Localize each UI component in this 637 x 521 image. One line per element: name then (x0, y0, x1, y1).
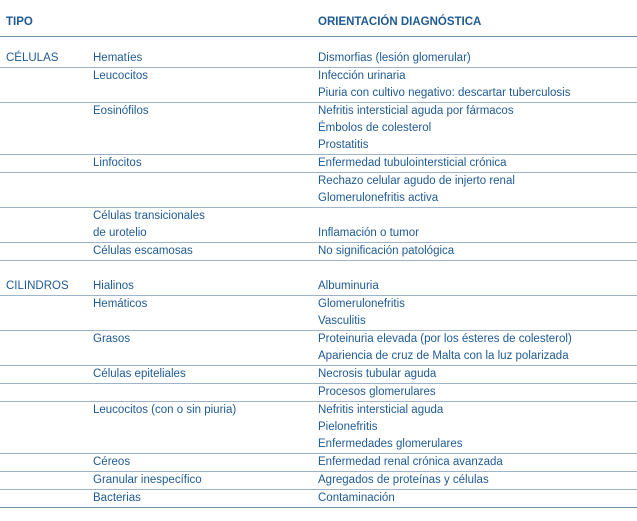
row-line (0, 155, 637, 172)
cell-orientacion: Apariencia de cruz de Malta con la luz polarizada (318, 350, 569, 362)
header-tipo: TIPO (6, 16, 33, 28)
table-row (0, 172, 637, 207)
cell-orientacion: Enfermedad tubulointersticial crónica (318, 157, 507, 169)
cell-subtipo: Hemáticos (93, 298, 148, 310)
table-row (0, 67, 637, 102)
cell-orientacion: Glomerulonefritis (318, 298, 405, 310)
row-line (0, 85, 637, 102)
row-line (0, 331, 637, 348)
cell-subtipo: Hematíes (93, 52, 143, 64)
row-line (0, 436, 637, 453)
cell-subtipo: Linfocitos (93, 157, 142, 169)
table-row (0, 383, 637, 401)
cell-subtipo: Células transicionales (93, 210, 205, 222)
row-line (0, 313, 637, 330)
cell-subtipo: Células epiteliales (93, 368, 186, 380)
cell-orientacion: Enfermedades glomerulares (318, 438, 463, 450)
cell-subtipo: Céreos (93, 456, 131, 468)
row-line (0, 103, 637, 120)
cell-orientacion: Nefritis intersticial aguda por fármacos (318, 105, 514, 117)
table-row (0, 154, 637, 172)
row-line (0, 208, 637, 225)
cell-orientacion: Vasculitis (318, 315, 366, 327)
table-header (0, 0, 637, 37)
table-row (0, 278, 637, 295)
row-line (0, 225, 637, 242)
row-line (0, 419, 637, 436)
cell-subtipo: Grasos (93, 333, 131, 345)
cell-orientacion: Glomerulonefritis activa (318, 192, 439, 204)
row-line (0, 120, 637, 137)
table-row (0, 330, 637, 365)
cell-orientacion: Agregados de proteínas y células (318, 474, 489, 486)
table-row (0, 242, 637, 260)
cell-orientacion: No significación patológica (318, 245, 455, 257)
row-line (0, 243, 637, 260)
row-line (0, 50, 637, 67)
row-gap (0, 37, 637, 50)
cell-orientacion: Inflamación o tumor (318, 227, 419, 239)
row-line (0, 348, 637, 365)
cell-orientacion: Prostatitis (318, 139, 369, 151)
cell-orientacion: Piuria con cultivo negativo: descartar tuberculosis (318, 87, 571, 99)
cell-orientacion: Pielonefritis (318, 421, 378, 433)
cell-orientacion: Necrosis tubular aguda (318, 368, 437, 380)
row-line (0, 454, 637, 471)
cell-orientacion: Albuminuria (318, 280, 379, 292)
cell-subtipo: de urotelio (93, 227, 147, 239)
table-row (0, 489, 637, 507)
row-gap (0, 260, 637, 278)
row-line (0, 384, 637, 401)
cell-subtipo: Leucocitos (con o sin piuria) (93, 404, 237, 416)
row-line (0, 190, 637, 207)
table-row (0, 50, 637, 67)
table-row (0, 453, 637, 471)
cell-orientacion: Procesos glomerulares (318, 386, 436, 398)
row-line (0, 402, 637, 419)
table-row (0, 401, 637, 453)
row-line (0, 278, 637, 295)
cell-tipo: CILINDROS (6, 280, 69, 292)
row-line (0, 137, 637, 154)
row-line (0, 173, 637, 190)
header-orientacion: ORIENTACIÓN DIAGNÓSTICA (318, 16, 482, 28)
cell-subtipo: Eosinófilos (93, 105, 149, 117)
cell-subtipo: Bacterias (93, 492, 141, 504)
cell-orientacion: Infección urinaria (318, 70, 406, 82)
table-row (0, 471, 637, 489)
cell-orientacion: Proteinuria elevada (por los ésteres de colesterol) (318, 333, 572, 345)
bottom-rule (0, 507, 637, 508)
cell-orientacion: Rechazo celular agudo de injerto renal (318, 175, 515, 187)
cell-subtipo: Granular inespecífico (93, 474, 202, 486)
row-line (0, 296, 637, 313)
cell-orientacion: Contaminación (318, 492, 395, 504)
table-body (0, 37, 637, 507)
cell-orientacion: Dismorfias (lesión glomerular) (318, 52, 471, 64)
row-line (0, 366, 637, 383)
cell-orientacion: Émbolos de colesterol (318, 122, 432, 134)
cell-subtipo: Hialinos (93, 280, 134, 292)
cell-tipo: CÉLULAS (6, 52, 59, 64)
table-row (0, 207, 637, 242)
cell-subtipo: Leucocitos (93, 70, 148, 82)
table-row (0, 295, 637, 330)
cell-subtipo: Células escamosas (93, 245, 193, 257)
cell-orientacion: Nefritis intersticial aguda (318, 404, 444, 416)
table-row (0, 102, 637, 154)
row-line (0, 68, 637, 85)
row-line (0, 472, 637, 489)
cell-orientacion: Enfermedad renal crónica avanzada (318, 456, 503, 468)
table-row (0, 365, 637, 383)
row-line (0, 490, 637, 507)
